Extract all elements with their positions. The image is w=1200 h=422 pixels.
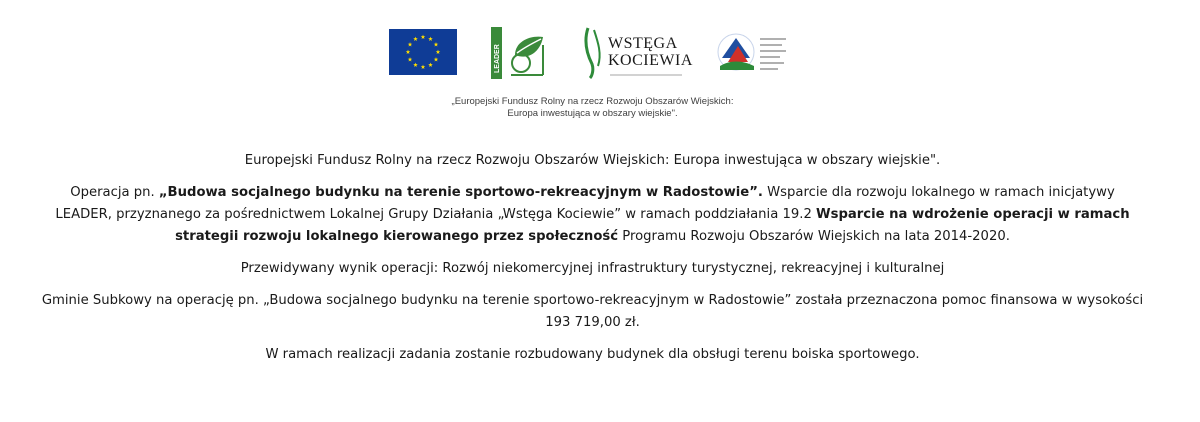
- paragraph-result: Przewidywany wynik operacji: Rozwój niekomercyjnej infrastruktury turystycznej, rekreacyjnej i kulturalnej: [240, 261, 945, 276]
- caption-line-2: Europa inwestująca w obszary wiejskie".: [507, 108, 678, 119]
- funding-caption: [0, 96, 1185, 120]
- paragraph-operation: [40, 182, 1145, 248]
- paragraph-funding: Gminie Subkowy na operację pn. „Budowa socjalnego budynku na terenie sportowo-rekreacyjnym w Radostowie” została przeznaczona pomoc finansowa w wysokości 193 719,00 zł.: [41, 293, 1144, 330]
- operation-title: „Budowa socjalnego budynku na terenie sportowo-rekreacyjnym w Radostowie”.: [158, 185, 763, 200]
- operation-support: Wsparcie dla rozwoju lokalnego w ramach inicjatywy LEADER, przyznanego za pośrednictwem Lokalnej Grupy Działania „Wstęga Kociewie” w ramach poddziałania 19.2: [55, 185, 1115, 222]
- leader-logo-icon: [491, 27, 547, 79]
- operation-prefix: Operacja pn.: [70, 185, 159, 200]
- caption-line-1: „Europejski Fundusz Rolny na rzecz Rozwoju Obszarów Wiejskich:: [451, 96, 734, 107]
- operation-programme: Programu Rozwoju Obszarów Wiejskich na lata 2014-2020.: [618, 229, 1010, 244]
- paragraph-fund: Europejski Fundusz Rolny na rzecz Rozwoju Obszarów Wiejskich: Europa inwestująca w obszary wiejskie".: [244, 153, 941, 168]
- eu-flag-icon: [389, 29, 457, 75]
- wstega-line2: KOCIEWIA: [608, 52, 693, 69]
- announcement-body: [40, 150, 1145, 366]
- wstega-line1: WSTĘGA: [608, 35, 678, 52]
- operation-measure: Wsparcie na wdrożenie operacji w ramach strategii rozwoju lokalnego kierowanego przez społeczność: [175, 207, 1130, 244]
- svg-text:LEADER: LEADER: [494, 44, 501, 73]
- paragraph-scope: W ramach realizacji zadania zostanie rozbudowany budynek dla obsługi terenu boiska sportowego.: [265, 347, 920, 362]
- logo-bar: [0, 26, 1200, 84]
- prow-logo-icon: [716, 28, 798, 80]
- wstega-kociewia-logo: [582, 26, 694, 80]
